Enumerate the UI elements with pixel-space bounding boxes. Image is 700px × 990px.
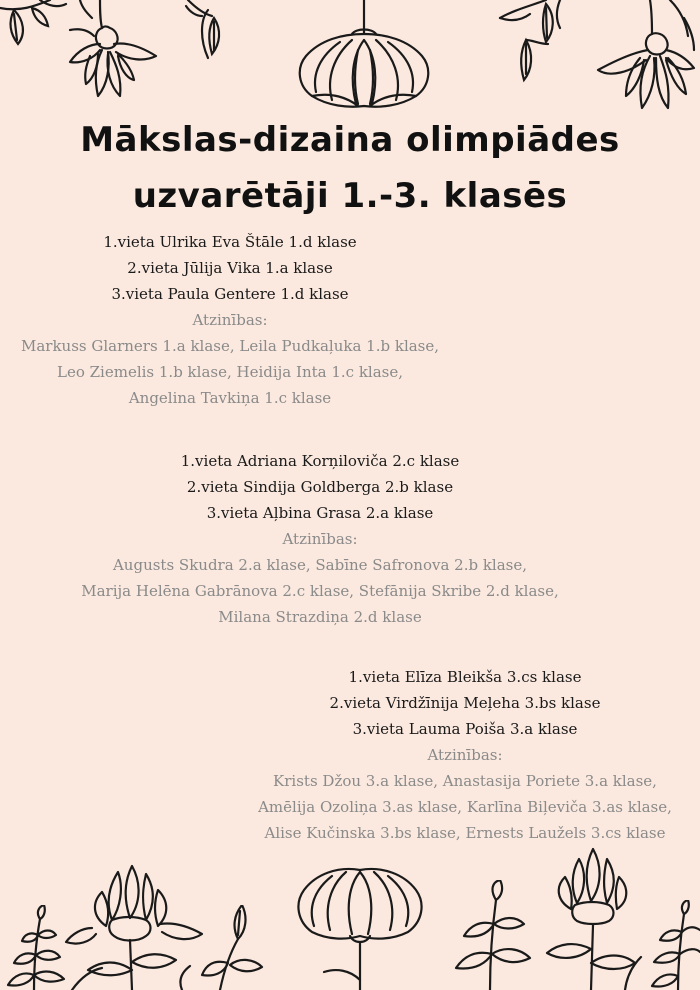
mentions-line: Augusts Skudra 2.a klase, Sabīne Safronova 2.b klase,: [112, 556, 528, 574]
top-right-lotus-flower-icon: [590, 0, 700, 120]
bottom-left-fern-icon: [0, 905, 70, 990]
title-line-2: uzvarētāji 1.-3. klasēs: [132, 176, 568, 216]
mentions-line: Krists Džou 3.a klase, Anastasija Poriete 3.a klase,: [273, 772, 657, 790]
mentions-label: Atzinības:: [282, 530, 358, 548]
mentions-label: Atzinības:: [192, 311, 268, 329]
grade-1-results: [0, 229, 460, 411]
winner-1st-place: 1.vieta Ulrika Eva Štāle 1.d klase: [103, 233, 357, 251]
mentions-label: Atzinības:: [427, 746, 503, 764]
page-title: [0, 112, 700, 224]
grade-3-results: [240, 664, 690, 846]
bottom-right-lotus-flower-icon: [535, 845, 645, 990]
winner-3rd-place: 3.vieta Paula Gentere 1.d klase: [111, 285, 349, 303]
winner-3rd-place: 3.vieta Aļbina Grasa 2.a klase: [206, 504, 434, 522]
top-right-leaf-branch-icon: [490, 0, 580, 90]
winner-1st-place: 1.vieta Elīza Bleikša 3.cs klase: [348, 668, 582, 686]
bottom-center-left-leaf-branch-icon: [200, 905, 270, 990]
top-center-left-leaf-branch-icon: [178, 0, 248, 75]
top-center-poppy-flower-icon: [292, 0, 437, 112]
bottom-center-poppy-flower-icon: [290, 860, 430, 990]
winner-2nd-place: 2.vieta Jūlija Vika 1.a klase: [127, 259, 333, 277]
top-left-lotus-flower-icon: [60, 0, 170, 110]
winner-2nd-place: 2.vieta Virdžīnija Meļeha 3.bs klase: [329, 694, 601, 712]
mentions-line: Angelina Tavkiņa 1.c klase: [128, 389, 332, 407]
winner-3rd-place: 3.vieta Lauma Poiša 3.a klase: [352, 720, 578, 738]
mentions-line: Milana Strazdiņa 2.d klase: [218, 608, 422, 626]
bottom-left-lotus-flower-icon: [62, 862, 212, 990]
bottom-right-leaf-branch-icon: [450, 880, 540, 990]
mentions-line: Alise Kučinska 3.bs klase, Ernests Laužels 3.cs klase: [264, 824, 666, 842]
mentions-line: Leo Ziemelis 1.b klase, Heidija Inta 1.c klase,: [56, 363, 403, 381]
mentions-line: Markuss Glarners 1.a klase, Leila Pudkaļuka 1.b klase,: [20, 337, 440, 355]
bottom-right-fern-icon: [650, 900, 700, 990]
mentions-line: Marija Helēna Gabrānova 2.c klase, Stefānija Skribe 2.d klase,: [81, 582, 559, 600]
title-line-1: Mākslas-dizaina olimpiādes: [80, 120, 620, 160]
winner-1st-place: 1.vieta Adriana Korņiloviča 2.c klase: [180, 452, 460, 470]
grade-2-results: [60, 448, 580, 630]
winner-2nd-place: 2.vieta Sindija Goldberga 2.b klase: [186, 478, 454, 496]
mentions-line: Amēlija Ozoliņa 3.as klase, Karlīna Biļeviča 3.as klase,: [258, 798, 672, 816]
